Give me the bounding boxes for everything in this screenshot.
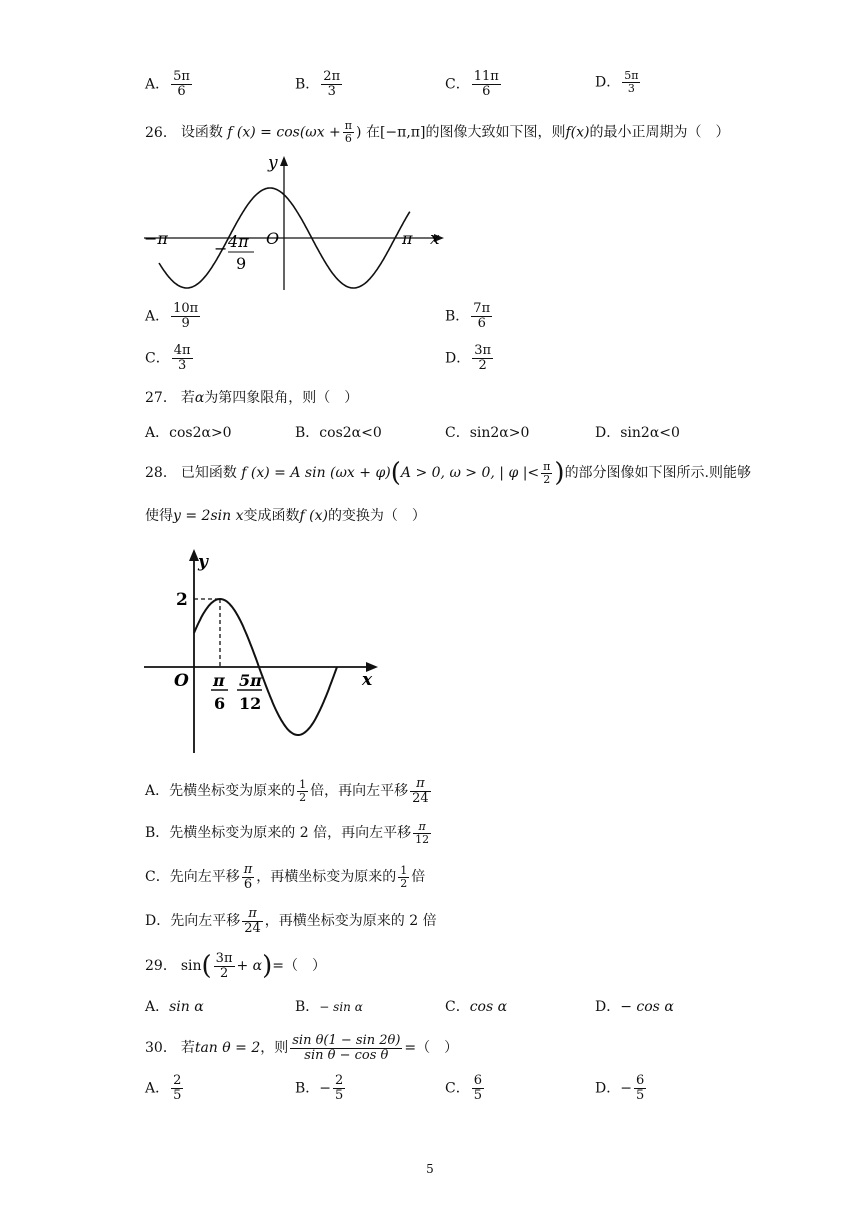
fraction [410,777,431,806]
frac-den: 3 [177,358,187,373]
stem-text: ，则 [260,1040,289,1056]
frac-num: π [243,861,253,877]
option-text: cos α [469,999,508,1015]
stem-text: 的部分图像如下图所示.则能够 [564,465,752,481]
option-label: D． [595,999,621,1015]
q26-option-c [145,344,195,373]
option-text: − cos α [620,999,674,1015]
stem-text: 为第四象限角，则（ ） [204,390,359,406]
stem-text: 设函数 [180,124,223,141]
fraction [472,1074,484,1103]
fraction [171,302,200,331]
frac-num: π [242,907,263,922]
option-label: D． [145,913,171,929]
frac-den: 5 [635,1088,645,1103]
q26-stem [145,120,729,144]
x-axis-label: x [362,670,373,690]
option-label: C． [145,350,170,367]
stem-text: 在 [365,124,380,141]
option-text: ，再横坐标变为原来的 [256,869,397,885]
frac-num: 5π [624,69,639,82]
q29-option-b [295,997,363,1017]
frac-num: 5π [173,69,190,84]
q30-stem [145,1030,458,1066]
fraction [171,1074,183,1103]
frac-num: 2 [335,1073,344,1088]
question-number: 26． [145,124,177,141]
math-expression: f (x) = A sin (ωx + φ) [241,465,391,481]
option-label: D． [445,350,471,367]
option-label: D． [595,1080,621,1097]
q28-option-b [145,818,433,848]
page-number: 5 [426,1162,434,1176]
fraction [171,70,192,99]
math-expression: + α [236,958,263,974]
q28-option-d [145,904,437,938]
fraction [471,302,492,331]
frac-den: 6 [482,84,491,99]
fraction [290,1034,402,1063]
fraction [214,952,235,981]
tick2-num: 5π [239,671,262,690]
x-axis-label: x [430,229,440,249]
y-axis-arrow [280,156,288,166]
math-expression: A > 0, ω > 0, | φ |< [400,465,540,481]
frac-den: 6 [243,876,253,892]
frac-num: π [410,777,431,792]
option-text: 先向左平移 [170,913,241,929]
frac-num: π [413,821,431,834]
fraction [541,461,552,486]
option-label: A． [145,999,170,1015]
q30-option-d [595,1074,648,1103]
math-expression: tan θ = 2 [194,1040,261,1056]
tick2-den: 12 [239,694,262,713]
option-text: 先横坐标变为原来的 2 倍，再向左平移 [169,825,412,841]
option-label: B． [295,1080,320,1097]
left-paren: ( [390,458,401,488]
frac-den: 24 [244,920,261,936]
origin-label: O [266,229,280,248]
fraction [172,344,193,373]
q28-stem [145,456,751,490]
frac-num: 3π [474,343,492,358]
q27-option-b [295,423,382,443]
option-text: 先横坐标变为原来的 [169,783,296,799]
math-expression: f (x) = cos(ωx + [227,124,341,141]
tick1-num: π [213,671,225,690]
option-text: cos2α<0 [319,425,382,441]
q25-option-c [445,70,503,99]
option-label: B． [295,76,320,93]
frac-den: 2 [299,790,307,804]
option-label: C． [445,1080,470,1097]
stem-text: 的变换为（ ） [327,508,426,524]
q26-cosine-graph [140,150,450,295]
fraction [634,1074,646,1103]
right-paren: ) [262,951,273,981]
frac-num: π [344,119,353,132]
sign: − [620,1080,632,1097]
question-number: 28． [145,465,177,481]
option-text: 先向左平移 [169,869,240,885]
tick-den: 9 [236,254,247,273]
frac-den: 5 [473,1088,482,1103]
q30-option-c [445,1074,486,1103]
frac-num: sin θ(1 − sin 2θ) [292,1032,401,1048]
q29-option-c [445,997,507,1017]
frac-den: 6 [477,316,486,331]
option-label: A． [145,783,170,799]
stem-text: 若 [180,1040,195,1056]
frac-den: 2 [219,965,229,981]
q30-option-a [145,1074,185,1103]
q29-option-a [145,997,204,1017]
option-label: B． [445,308,470,325]
fraction [321,70,342,99]
q27-option-c [445,423,529,443]
math-expression: α [194,390,205,406]
frac-den: 5 [173,1088,182,1103]
tick-sign: − [214,239,228,258]
stem-text: 若 [180,390,195,406]
origin-label: O [174,671,189,691]
option-text: sin2α>0 [469,425,530,441]
frac-num: 11π [473,69,499,84]
q27-option-a [145,423,232,443]
fraction [472,70,501,99]
option-text: 倍，再向左平移 [310,783,409,799]
stem-text: 已知函数 [180,465,237,481]
q30-option-b [295,1074,347,1103]
question-number: 30． [145,1040,177,1056]
math-expression: sin [180,958,202,974]
option-label: D． [595,425,621,441]
stem-text: =（ ） [404,1040,459,1056]
y-axis-label: y [268,153,278,173]
fraction [343,120,354,145]
sign: − [319,1080,332,1097]
option-label: B． [295,425,320,441]
frac-num: π [543,459,551,473]
q28-option-a [145,774,433,808]
q28-sine-graph [140,545,390,760]
frac-den: 12 [415,832,430,846]
q26-option-b [445,302,494,331]
q27-stem [145,386,358,410]
frac-den: 9 [181,316,190,331]
y-tick-label: 2 [176,590,188,610]
q29-stem [145,948,326,984]
frac-num: 2π [323,69,341,84]
fraction [413,821,431,846]
frac-num: 7π [473,301,491,316]
frac-den: 2 [543,472,551,486]
q29-option-d [595,997,674,1017]
stem-text: 的图像大致如下图，则 [425,124,566,141]
fraction [242,907,263,936]
pi-label: π [402,229,413,248]
stem-text: 变成函数 [243,508,300,524]
option-label: B． [295,999,320,1015]
option-label: B． [145,825,170,841]
option-text: cos2α>0 [169,425,232,441]
math-expression: f (x) [299,508,328,524]
frac-den: 2 [478,358,487,373]
math-expression: f(x) [565,124,590,141]
left-paren: ( [201,951,212,981]
frac-den: 6 [344,132,352,145]
right-paren: ) [554,458,565,488]
frac-num: 6 [635,1073,645,1088]
math-expression: ) [356,124,362,141]
math-expression: y = 2sin x [173,508,244,524]
tick1-den: 6 [214,694,226,713]
y-axis-label: y [198,552,208,572]
option-text: sin α [169,999,204,1015]
frac-num: 3π [215,950,233,966]
fraction [398,865,409,890]
option-label: A． [145,1080,170,1097]
q26-option-a [145,302,202,331]
fraction [242,863,255,892]
frac-den: 6 [177,84,186,99]
fraction [472,344,493,373]
q28-option-c [145,860,425,894]
fraction [622,70,640,95]
frac-den: 2 [400,876,408,890]
fraction [333,1074,345,1103]
frac-den: sin θ − cos θ [304,1047,389,1063]
frac-num: 6 [473,1073,482,1088]
frac-den: 3 [327,84,336,99]
frac-num: 2 [173,1073,182,1088]
stem-text: =（ ） [272,958,327,974]
option-text: sin2α<0 [620,425,680,441]
frac-num: 1 [400,863,408,877]
frac-den: 24 [412,790,429,806]
frac-den: 3 [627,82,635,95]
option-text: − sin α [319,1000,363,1014]
question-number: 29． [145,958,177,974]
q25-option-a [145,70,194,99]
option-label: C． [445,76,470,93]
fraction [297,779,308,804]
q26-option-d [445,344,495,373]
frac-num: 1 [299,777,307,791]
option-label: A． [145,76,170,93]
q28-stem-line2 [145,504,426,528]
question-number: 27． [145,390,177,406]
stem-text: 使得 [145,508,173,524]
option-label: C． [445,999,470,1015]
option-label: A． [145,425,170,441]
tick-num: 4π [228,232,249,251]
frac-num: 10π [173,301,199,316]
stem-text: 的最小正周期为（ ） [589,124,730,141]
option-label: A． [145,308,170,325]
frac-num: 4π [173,343,191,358]
option-label: C． [445,425,470,441]
option-text: 倍 [411,869,426,885]
option-text: ，再横坐标变为原来的 2 倍 [264,913,437,929]
frac-den: 5 [335,1088,344,1103]
math-expression: [−π,π] [379,124,426,141]
q27-option-d [595,423,680,443]
neg-pi-label: −π [144,229,168,248]
q25-option-b [295,70,344,99]
option-label: D． [595,74,621,91]
option-label: C． [145,869,170,885]
q25-option-d [595,70,642,95]
